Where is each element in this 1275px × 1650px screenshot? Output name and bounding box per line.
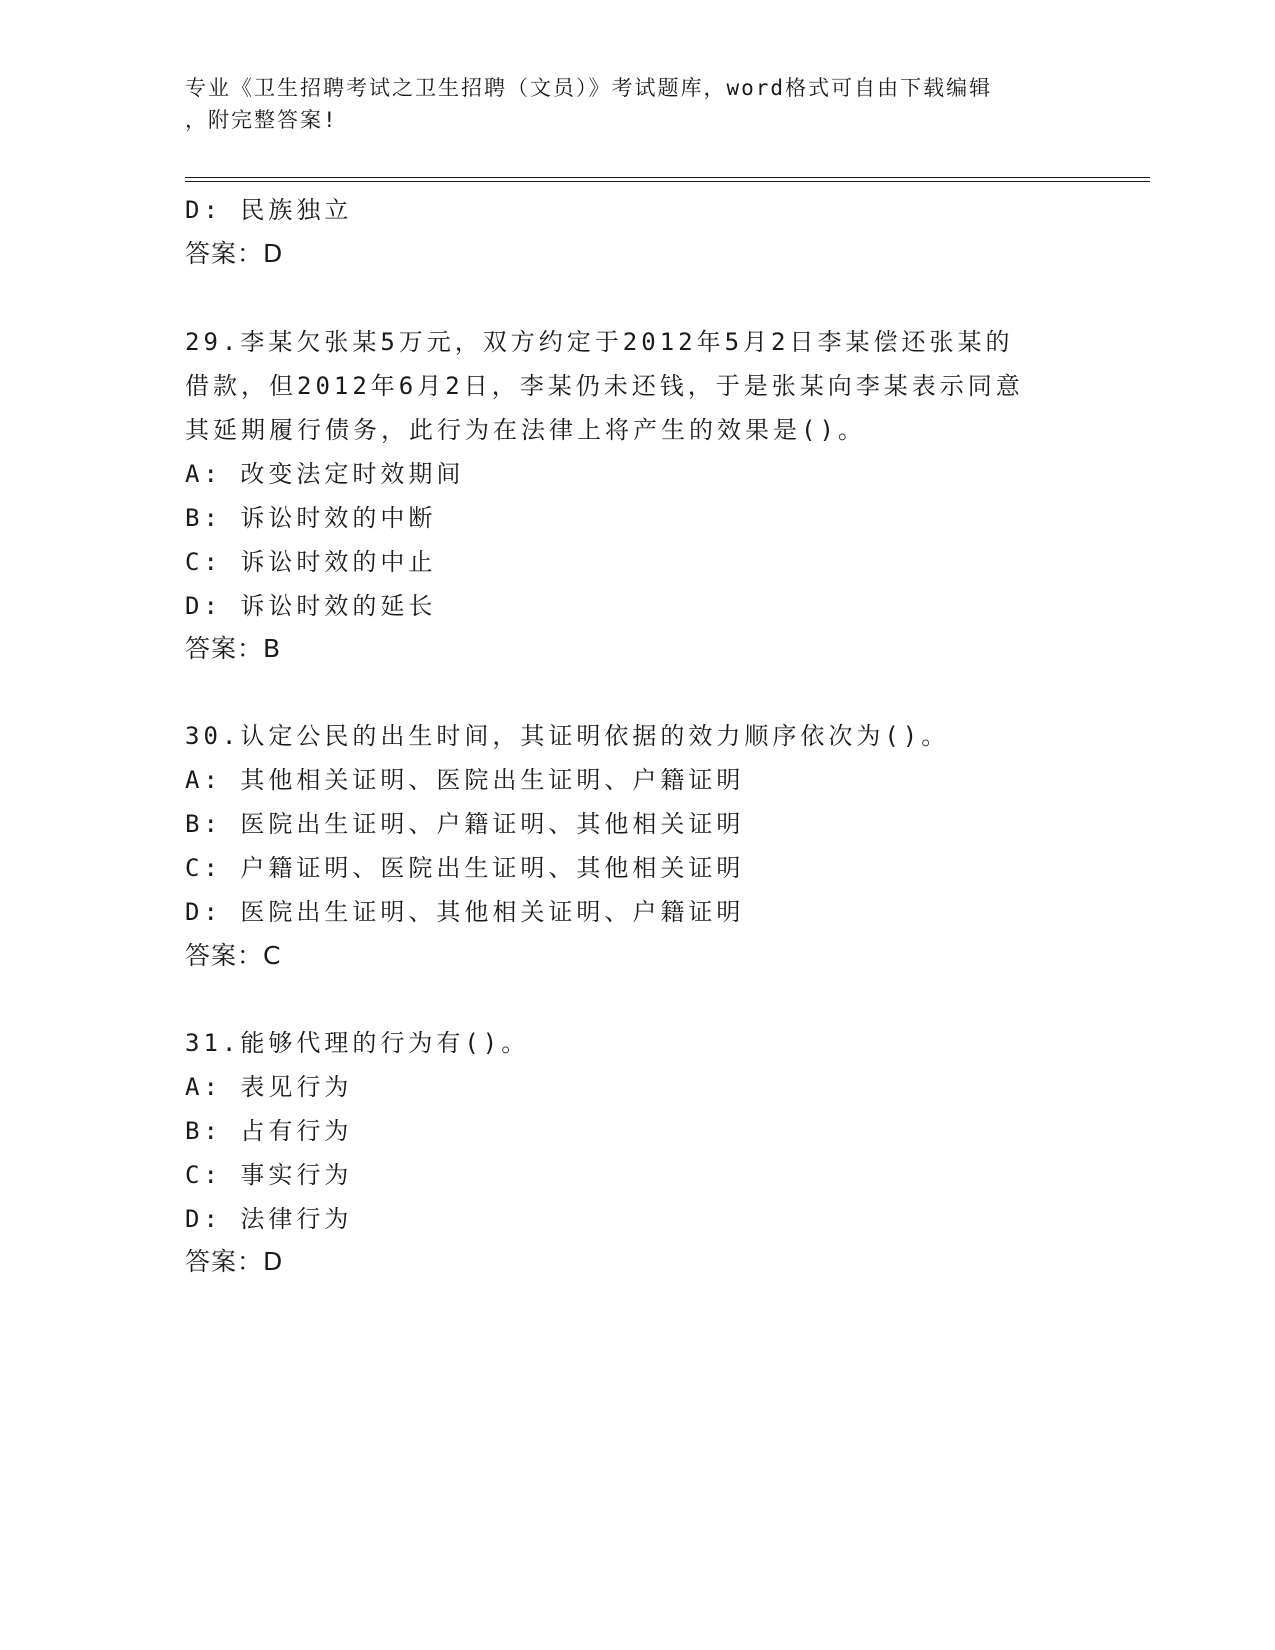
prev-option-d: D: 民族独立 [185, 196, 353, 224]
q29-text-line-2: 借款，但2012年6月2日，李某仍未还钱，于是张某向李某表示同意 [185, 372, 1024, 400]
q29-option-a: A: 改变法定时效期间 [185, 460, 465, 488]
q31-option-c: C: 事实行为 [185, 1161, 353, 1189]
header-divider-top [185, 177, 1150, 178]
q29-option-c: C: 诉讼时效的中止 [185, 548, 437, 576]
q30-option-d: D: 医院出生证明、其他相关证明、户籍证明 [185, 898, 745, 926]
page-header [185, 72, 1065, 136]
header-line-1: 专业《卫生招聘考试之卫生招聘（文员）》考试题库，word格式可自由下载编辑 [185, 76, 993, 100]
q29-option-b: B: 诉讼时效的中断 [185, 504, 437, 532]
q30-option-a: A: 其他相关证明、医院出生证明、户籍证明 [185, 766, 745, 794]
prev-answer: 答案：D [185, 239, 284, 268]
q31-answer: 答案：D [185, 1247, 284, 1276]
q29-answer: 答案：B [185, 634, 282, 663]
q29-text-line-3: 其延期履行债务，此行为在法律上将产生的效果是()。 [185, 416, 866, 444]
q30-option-b: B: 医院出生证明、户籍证明、其他相关证明 [185, 810, 745, 838]
q31-option-b: B: 占有行为 [185, 1117, 353, 1145]
header-divider-bottom [185, 181, 1150, 182]
q31-option-d: D: 法律行为 [185, 1205, 353, 1233]
header-line-2: ，附完整答案! [185, 108, 338, 132]
q31-text-line-1: 31.能够代理的行为有()。 [185, 1029, 530, 1057]
q30-text-line-1: 30.认定公民的出生时间，其证明依据的效力顺序依次为()。 [185, 722, 950, 750]
q29-text-line-1: 29.李某欠张某5万元，双方约定于2012年5月2日李某偿还张某的 [185, 328, 1014, 356]
q30-answer: 答案：C [185, 941, 282, 970]
q30-option-c: C: 户籍证明、医院出生证明、其他相关证明 [185, 854, 745, 882]
q29-option-d: D: 诉讼时效的延长 [185, 592, 437, 620]
q31-option-a: A: 表见行为 [185, 1073, 353, 1101]
